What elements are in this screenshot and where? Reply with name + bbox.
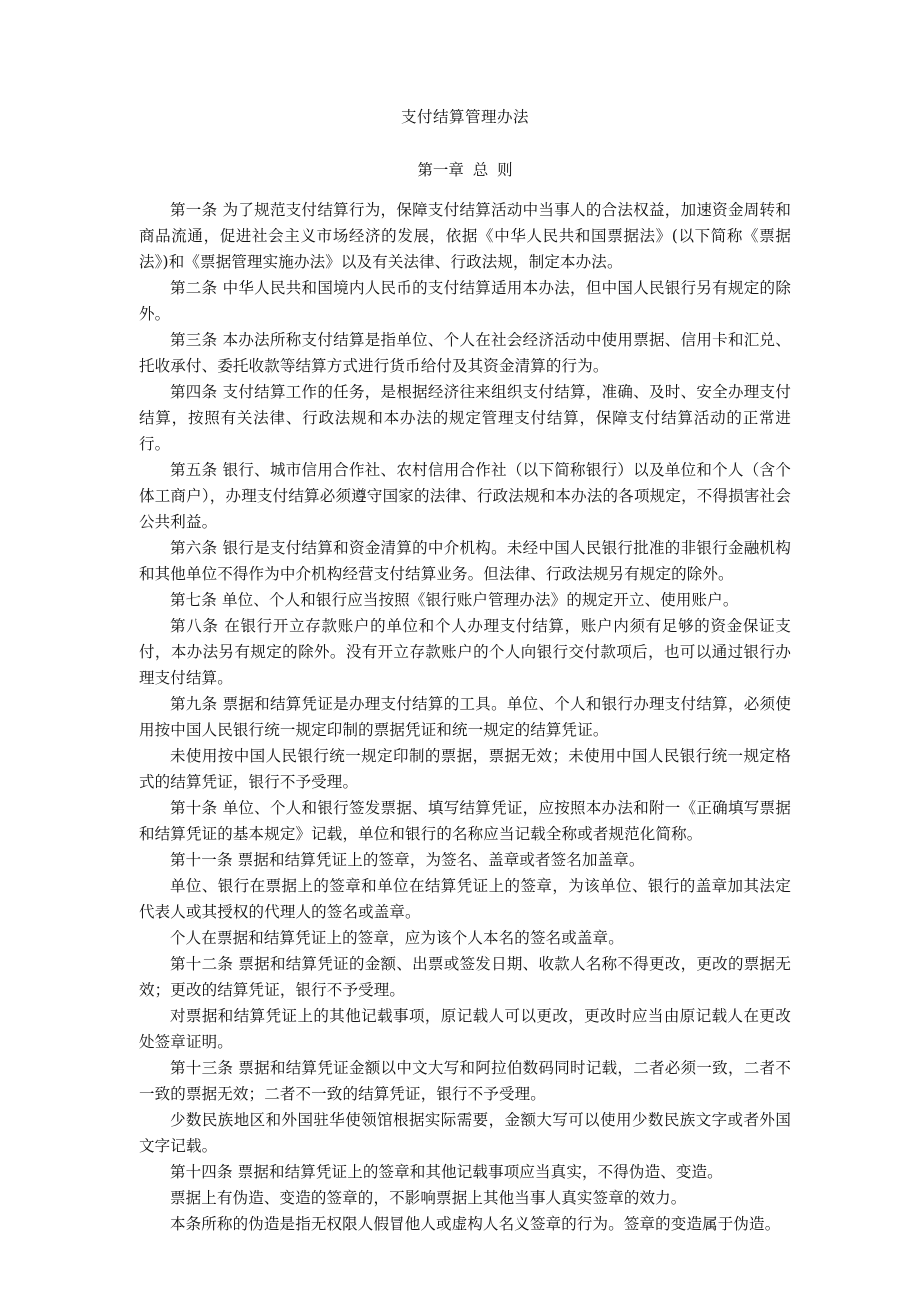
article-12: 第十二条 票据和结算凭证的金额、出票或签发日期、收款人名称不得更改，更改的票据无效；更改的结算凭证，银行不予受理。 (139, 955, 791, 999)
article-9: 第九条 票据和结算凭证是办理支付结算的工具。单位、个人和银行办理支付结算，必须使用按中国人民银行统一规定印制的票据凭证和统一规定的结算凭证。 (139, 695, 791, 739)
article-5: 第五条 银行、城市信用合作社、农村信用合作社（以下简称银行）以及单位和个人（含个体工商户），办理支付结算必须遵守国家的法律、行政法规和本办法的各项规定，不得损害社会公共利益。 (139, 461, 791, 531)
document-page (139, 104, 791, 1237)
article-6: 第六条 银行是支付结算和资金清算的中介机构。未经中国人民银行批准的非银行金融机构和其他单位不得作为中介机构经营支付结算业务。但法律、行政法规另有规定的除外。 (139, 539, 791, 583)
article-11-clause-3: 个人在票据和结算凭证上的签章，应为该个人本名的签名或盖章。 (170, 929, 624, 947)
article-4: 第四条 支付结算工作的任务，是根据经济往来组织支付结算，准确、及时、安全办理支付结算，按照有关法律、行政法规和本办法的规定管理支付结算，保障支付结算活动的正常进行。 (139, 383, 791, 453)
article-14: 第十四条 票据和结算凭证上的签章和其他记载事项应当真实，不得伪造、变造。 (170, 1163, 723, 1181)
article-9-clause-2: 未使用按中国人民银行统一规定印制的票据，票据无效；未使用中国人民银行统一规定格式的结算凭证，银行不予受理。 (139, 747, 791, 791)
document-body (139, 197, 791, 1237)
article-14-clause-2: 票据上有伪造、变造的签章的，不影响票据上其他当事人真实签章的效力。 (170, 1189, 687, 1207)
document-title: 支付结算管理办法 (400, 108, 529, 126)
article-1: 第一条 为了规范支付结算行为，保障支付结算活动中当事人的合法权益，加速资金周转和商品流通，促进社会主义市场经济的发展，依据《中华人民共和国票据法》(以下简称《票据法》)和《票据管理实施办法》以及有关法律、行政法规，制定本办法。 (139, 201, 791, 271)
article-14-clause-3: 本条所称的伪造是指无权限人假冒他人或虚构人名义签章的行为。签章的变造属于伪造。 (170, 1215, 781, 1233)
article-12-clause-2: 对票据和结算凭证上的其他记载事项，原记载人可以更改，更改时应当由原记载人在更改处签章证明。 (139, 1007, 791, 1051)
article-11: 第十一条 票据和结算凭证上的签章，为签名、盖章或者签名加盖章。 (170, 851, 645, 869)
article-13-clause-2: 少数民族地区和外国驻华使领馆根据实际需要，金额大写可以使用少数民族文字或者外国文字记载。 (139, 1111, 791, 1155)
article-11-clause-2: 单位、银行在票据上的签章和单位在结算凭证上的签章，为该单位、银行的盖章加其法定代表人或其授权的代理人的签名或盖章。 (139, 877, 791, 921)
chapter-heading: 第一章 总 则 (417, 161, 513, 179)
article-2: 第二条 中华人民共和国境内人民币的支付结算适用本办法，但中国人民银行另有规定的除外。 (139, 279, 791, 323)
article-3: 第三条 本办法所称支付结算是指单位、个人在社会经济活动中使用票据、信用卡和汇兑、托收承付、委托收款等结算方式进行货币给付及其资金清算的行为。 (139, 331, 791, 375)
article-8: 第八条 在银行开立存款账户的单位和个人办理支付结算，账户内须有足够的资金保证支付，本办法另有规定的除外。没有开立存款账户的个人向银行交付款项后，也可以通过银行办理支付结算。 (139, 617, 791, 687)
article-13: 第十三条 票据和结算凭证金额以中文大写和阿拉伯数码同时记载，二者必须一致，二者不一致的票据无效；二者不一致的结算凭证，银行不予受理。 (139, 1059, 791, 1103)
article-10: 第十条 单位、个人和银行签发票据、填写结算凭证，应按照本办法和附一《正确填写票据和结算凭证的基本规定》记载，单位和银行的名称应当记载全称或者规范化简称。 (139, 799, 791, 843)
article-7: 第七条 单位、个人和银行应当按照《银行账户管理办法》的规定开立、使用账户。 (170, 591, 739, 609)
